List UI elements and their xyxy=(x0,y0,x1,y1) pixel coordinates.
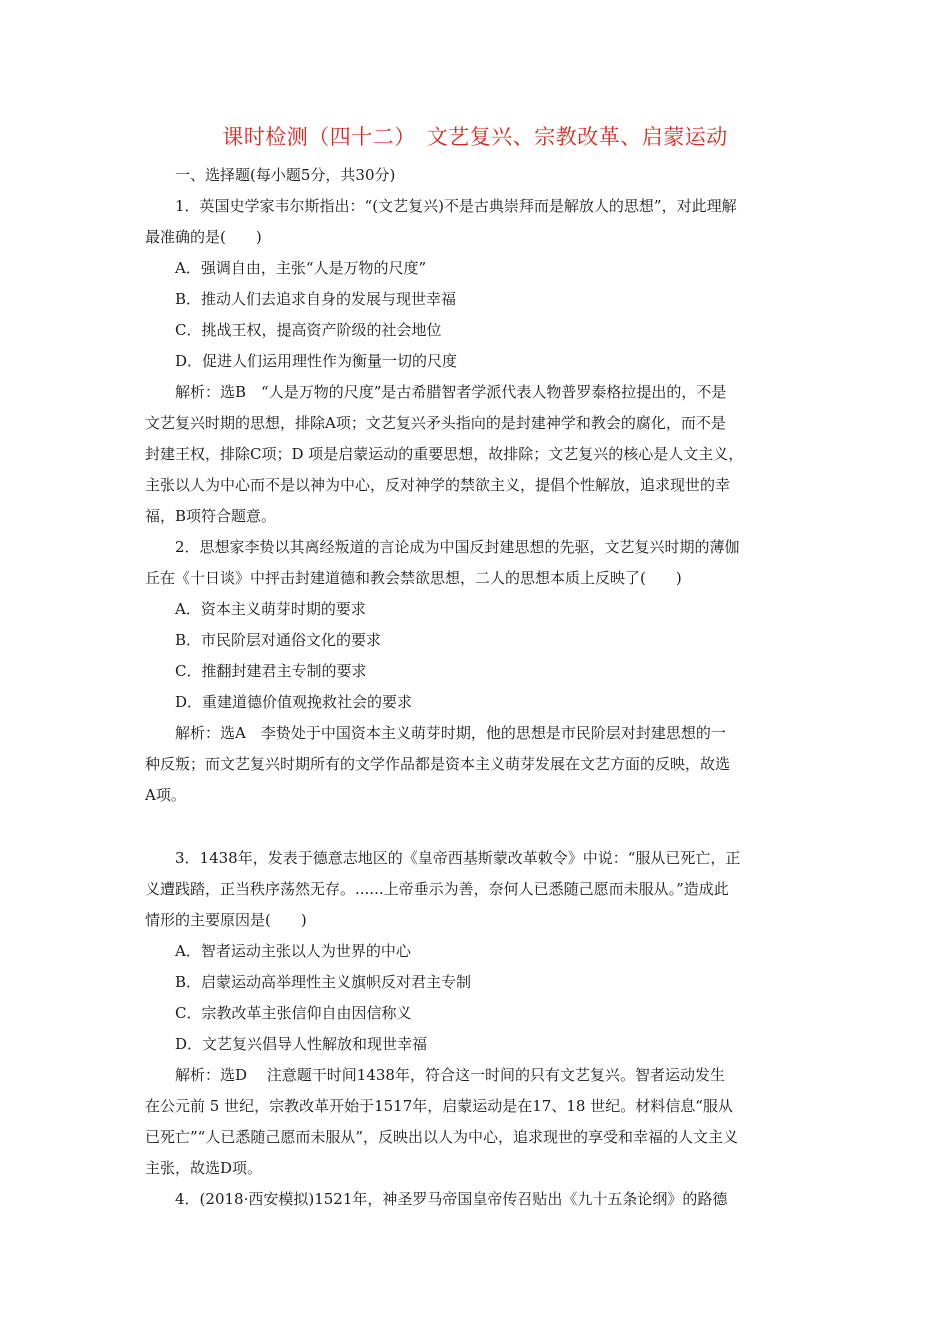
answer-explanation: A项。 xyxy=(145,786,186,804)
answer-explanation: 福，B项符合题意。 xyxy=(145,507,277,525)
question-stem: 2．思想家李贽以其离经叛道的言论成为中国反封建思想的先驱，文艺复兴时期的薄伽 xyxy=(175,538,740,556)
option-d: D．重建道德价值观挽救社会的要求 xyxy=(175,693,413,711)
answer-explanation: 解析：选B “人是万物的尺度”是古希腊智者学派代表人物普罗泰格拉提出的，不是 xyxy=(175,383,727,401)
question-stem: 3．1438年，发表于德意志地区的《皇帝西基斯蒙改革敕令》中说：“服从已死亡，正 xyxy=(175,849,741,867)
answer-explanation: 在公元前 5 世纪，宗教改革开始于1517年，启蒙运动是在17、18 世纪。材料信息“服从 xyxy=(145,1097,733,1115)
answer-explanation: 解析：选D 注意题干时间1438年，符合这一时间的只有文艺复兴。智者运动发生 xyxy=(175,1066,725,1084)
option-b: B．启蒙运动高举理性主义旗帜反对君主专制 xyxy=(175,973,472,991)
option-c: C．推翻封建君主专制的要求 xyxy=(175,662,367,680)
page-title: 课时检测（四十二） 文艺复兴、宗教改革、启蒙运动 xyxy=(222,125,728,149)
option-c: C．宗教改革主张信仰自由因信称义 xyxy=(175,1004,412,1022)
answer-explanation: 解析：选A 李贽处于中国资本主义萌芽时期，他的思想是市民阶层对封建思想的一 xyxy=(175,724,726,742)
answer-explanation: 种反叛；而文艺复兴时期所有的文学作品都是资本主义萌芽发展在文艺方面的反映，故选 xyxy=(145,755,731,773)
spacer xyxy=(145,811,805,843)
option-d: D．文艺复兴倡导人性解放和现世幸福 xyxy=(175,1035,428,1053)
option-a: A．智者运动主张以人为世界的中心 xyxy=(175,942,411,960)
option-b: B．推动人们去追求自身的发展与现世幸福 xyxy=(175,290,457,308)
option-a: A．资本主义萌芽时期的要求 xyxy=(175,600,366,618)
answer-explanation: 主张，故选D项。 xyxy=(145,1159,263,1177)
question-stem: 最准确的是( ) xyxy=(145,228,262,246)
answer-explanation: 主张以人为中心而不是以神为中心，反对神学的禁欲主义，提倡个性解放，追求现世的幸 xyxy=(145,476,731,494)
answer-explanation: 已死亡”“人已悉随己愿而未服从”，反映出以人为中心，追求现世的享受和幸福的人文主义 xyxy=(145,1128,739,1146)
option-c: C．挑战王权，提高资产阶级的社会地位 xyxy=(175,321,442,339)
section-heading: 一、选择题(每小题5分，共30分) xyxy=(175,166,396,184)
option-d: D．促进人们运用理性作为衡量一切的尺度 xyxy=(175,352,458,370)
answer-explanation: 封建王权，排除C项；D 项是启蒙运动的重要思想，故排除；文艺复兴的核心是人文主义， xyxy=(145,445,744,463)
question-4 xyxy=(145,1184,805,1215)
question-stem: 义遭践踏，正当秩序荡然无存。......上帝垂示为善，奈何人已悉随己愿而未服从。”造成此 xyxy=(145,880,729,898)
document-body xyxy=(145,160,805,1215)
option-a: A．强调自由，主张“人是万物的尺度” xyxy=(175,259,427,277)
answer-explanation: 文艺复兴时期的思想，排除A项；文艺复兴矛头指向的是封建神学和教会的腐化，而不是 xyxy=(145,414,726,432)
question-stem: 丘在《十日谈》中抨击封建道德和教会禁欲思想，二人的思想本质上反映了( ) xyxy=(145,569,682,587)
option-b: B．市民阶层对通俗文化的要求 xyxy=(175,631,382,649)
question-1 xyxy=(145,191,805,532)
question-2 xyxy=(145,532,805,811)
question-stem: 4．(2018·西安模拟)1521年，神圣罗马帝国皇帝传召贴出《九十五条论纲》的路德 xyxy=(175,1190,728,1208)
question-stem: 1．英国史学家韦尔斯指出：“(文艺复兴)不是古典崇拜而是解放人的思想”，对此理解 xyxy=(175,197,737,215)
question-3 xyxy=(145,843,805,1184)
question-stem: 情形的主要原因是( ) xyxy=(145,911,307,929)
